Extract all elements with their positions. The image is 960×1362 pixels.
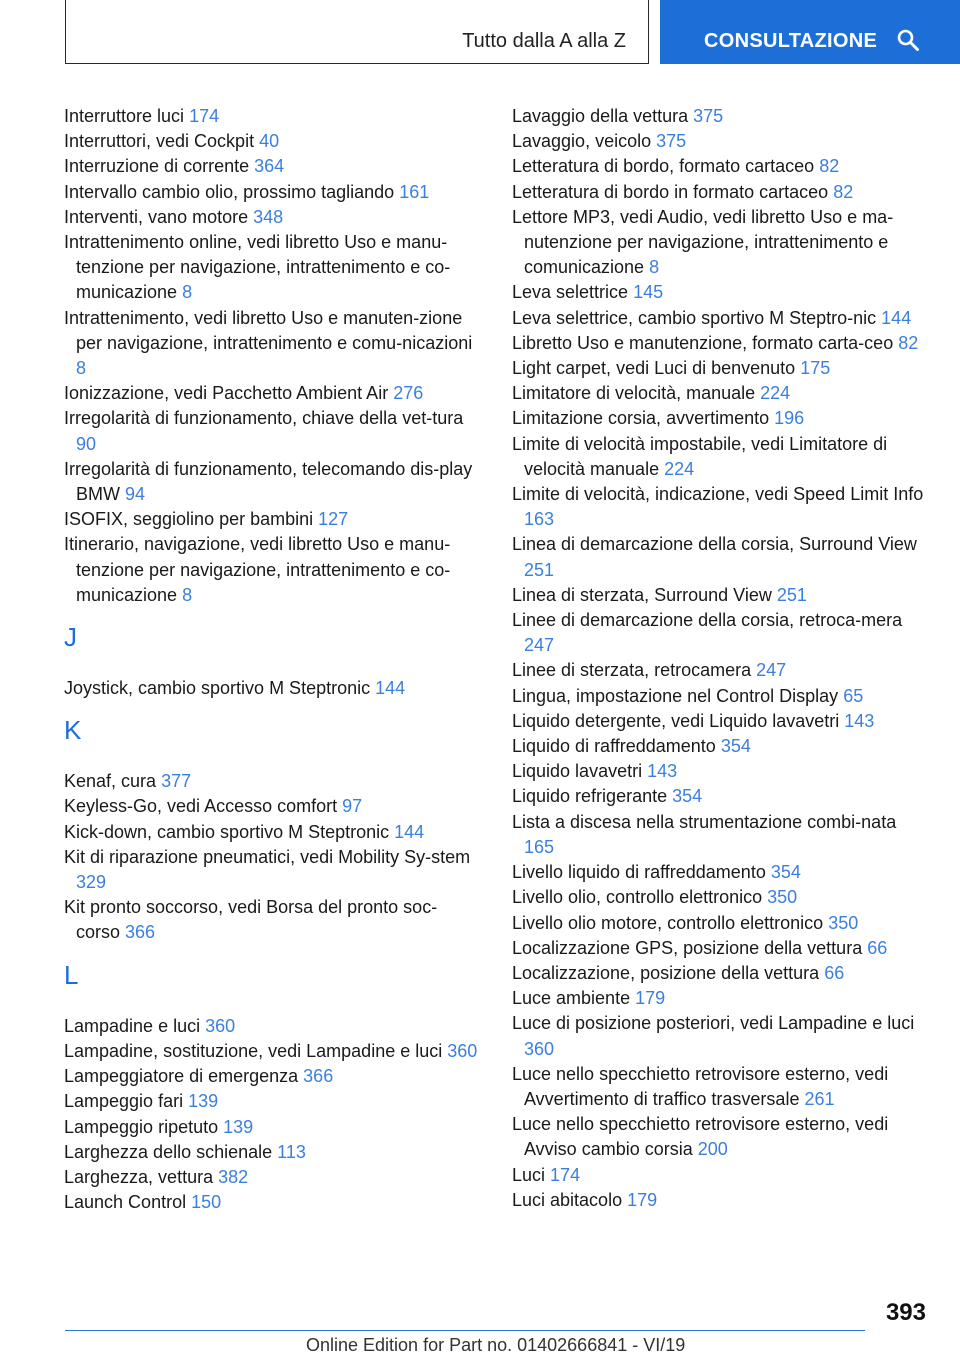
index-column-left: [64, 104, 478, 1215]
header-chapter-title: CONSULTAZIONE: [704, 30, 878, 52]
index-entry-text: Kenaf, cura: [64, 771, 157, 792]
index-entry-text: Luce ambiente: [512, 988, 631, 1009]
page-reference-link[interactable]: 350: [767, 887, 798, 908]
index-entry-text: Intrattenimento, vedi libretto Uso e manuten-zione per navigazione, intrattenimento e comu-nicazioni: [64, 307, 473, 353]
index-entry: [512, 986, 926, 1011]
index-entry-text: Lavaggio, veicolo: [512, 131, 652, 152]
index-entry-text: Intervallo cambio olio, prossimo tagliando: [64, 181, 395, 202]
page-reference-link[interactable]: 82: [833, 181, 854, 202]
index-entry-text: Luci abitacolo: [512, 1189, 623, 1210]
index-entry-text: Letteratura di bordo in formato cartaceo: [512, 181, 829, 202]
index-entry: [512, 860, 926, 885]
page-reference-link[interactable]: 66: [867, 937, 888, 958]
page-reference-link[interactable]: 113: [277, 1141, 306, 1162]
page-reference-link[interactable]: 163: [524, 509, 555, 530]
page-reference-link[interactable]: 161: [399, 181, 430, 202]
index-entry: [64, 1039, 478, 1064]
index-letter-heading: K: [64, 715, 82, 746]
index-entry-text: Limite di velocità impostabile, vedi Limitatore di velocità manuale: [512, 433, 888, 479]
index-entry: [64, 154, 478, 179]
index-entry: [512, 658, 926, 683]
index-entry: [64, 381, 478, 406]
index-entry-text: Leva selettrice: [512, 282, 629, 303]
page-reference-link[interactable]: 97: [342, 796, 363, 817]
page-reference-link[interactable]: 251: [776, 584, 807, 605]
index-entry-text: Linea di demarcazione della corsia, Surround View: [512, 534, 917, 555]
index-entry-text: ISOFIX, seggiolino per bambini: [64, 509, 314, 530]
index-entry-text: Ionizzazione, vedi Pacchetto Ambient Air: [64, 383, 389, 404]
index-entry: [512, 583, 926, 608]
index-entry: [512, 608, 926, 658]
page-reference-link[interactable]: 143: [844, 710, 875, 731]
page-reference-link[interactable]: 360: [524, 1038, 555, 1059]
index-entry: [512, 1011, 926, 1061]
index-entry: [64, 205, 478, 230]
index-entry-text: Kit di riparazione pneumatici, vedi Mobility Sy-stem: [64, 846, 471, 867]
index-entry-text: Lampeggio fari: [64, 1091, 184, 1112]
index-entry-text: Kick-down, cambio sportivo M Steptronic: [64, 821, 390, 842]
index-entry-text: Luce di posizione posteriori, vedi Lampadine e luci: [512, 1013, 915, 1034]
index-entry-text: Lampadine e luci: [64, 1015, 201, 1036]
page-reference-link[interactable]: 174: [189, 106, 220, 126]
index-entry-text: Luce nello specchietto retrovisore esterno, vedi Avviso cambio corsia: [512, 1114, 889, 1160]
index-entry-text: Lampadine, sostituzione, vedi Lampadine e luci: [64, 1040, 443, 1061]
index-entry: [64, 457, 478, 507]
index-entry-text: Liquido detergente, vedi Liquido lavavetri: [512, 710, 840, 731]
index-entry-text: Lingua, impostazione nel Control Display: [512, 685, 839, 706]
index-entry-text: Limitazione corsia, avvertimento: [512, 408, 770, 429]
index-entry-text: Limite di velocità, indicazione, vedi Speed Limit Info: [512, 484, 924, 505]
index-entry: [512, 406, 926, 431]
index-entry: [64, 1115, 478, 1140]
page-reference-link[interactable]: 179: [635, 988, 666, 1009]
index-entry-text: Keyless-Go, vedi Accesso comfort: [64, 796, 338, 817]
index-entry: [512, 381, 926, 406]
index-entry-text: Liquido lavavetri: [512, 761, 643, 782]
search-icon[interactable]: [896, 28, 920, 52]
page-reference-link[interactable]: 144: [394, 821, 425, 842]
index-entry: [64, 129, 478, 154]
page-reference-link[interactable]: 174: [550, 1164, 581, 1185]
index-entry: [512, 356, 926, 381]
index-entry: [512, 280, 926, 305]
page-reference-link[interactable]: 375: [693, 106, 724, 126]
page-reference-link[interactable]: 350: [828, 912, 859, 933]
page-reference-link[interactable]: 382: [218, 1166, 249, 1187]
index-entry-text: Lampeggio ripetuto: [64, 1116, 219, 1137]
index-entry-text: Irregolarità di funzionamento, telecomando dis-play BMW: [64, 458, 473, 505]
page-reference-link[interactable]: 224: [760, 383, 791, 404]
page-reference-link[interactable]: 139: [223, 1116, 254, 1137]
page-reference-link[interactable]: 200: [697, 1139, 728, 1160]
page-reference-link[interactable]: 224: [664, 458, 695, 479]
footer-divider: [65, 1330, 865, 1331]
page-reference-link[interactable]: 139: [188, 1091, 219, 1112]
index-entry-text: Interruzione di corrente: [64, 156, 250, 177]
index-entry-text: Interruttore luci: [64, 106, 185, 126]
index-entry: [64, 1089, 478, 1114]
index-entry: [512, 936, 926, 961]
page-reference-link[interactable]: 247: [524, 635, 555, 656]
index-column-right: [512, 104, 926, 1213]
page-reference-link[interactable]: 40: [259, 131, 280, 152]
index-entry-text: Interruttori, vedi Cockpit: [64, 131, 255, 152]
index-entry-text: Limitatore di velocità, manuale: [512, 383, 756, 404]
header-section-title: Tutto dalla A alla Z: [462, 30, 626, 52]
index-entry: [64, 676, 478, 701]
index-entry-text: Linee di demarcazione della corsia, retroca-mera: [512, 610, 903, 631]
page-reference-link[interactable]: 82: [819, 156, 840, 177]
index-entry-text: Lavaggio della vettura: [512, 106, 689, 126]
page-reference-link[interactable]: 276: [393, 383, 424, 404]
index-entry-text: Liquido refrigerante: [512, 786, 668, 807]
page-reference-link[interactable]: 354: [770, 862, 801, 883]
index-entry-text: Livello liquido di raffreddamento: [512, 862, 766, 883]
index-entry-text: Livello olio motore, controllo elettronico: [512, 912, 824, 933]
page-reference-link[interactable]: 90: [76, 433, 97, 454]
index-entry: [512, 734, 926, 759]
page-reference-link[interactable]: 360: [447, 1040, 478, 1061]
index-entry: [64, 895, 478, 945]
index-entry-text: Linee di sterzata, retrocamera: [512, 660, 752, 681]
index-entry-text: Linea di sterzata, Surround View: [512, 584, 772, 605]
page-reference-link[interactable]: 375: [656, 131, 687, 152]
page-reference-link[interactable]: 179: [627, 1189, 658, 1210]
page-reference-link[interactable]: 144: [881, 307, 912, 328]
page-reference-link[interactable]: 261: [804, 1088, 835, 1109]
index-letter-heading: J: [64, 622, 77, 653]
index-entry: [512, 205, 926, 281]
page-reference-link[interactable]: 175: [800, 358, 831, 379]
index-entry: [64, 306, 478, 382]
index-entry: [512, 129, 926, 154]
index-entry: [512, 961, 926, 986]
page-reference-link[interactable]: 145: [633, 282, 664, 303]
page-reference-link[interactable]: 354: [672, 786, 703, 807]
index-entry: [512, 759, 926, 784]
index-entry-text: Livello olio, controllo elettronico: [512, 887, 763, 908]
page-reference-link[interactable]: 354: [720, 736, 751, 757]
index-entry: [64, 507, 478, 532]
index-entry: [64, 820, 478, 845]
page-reference-link[interactable]: 366: [125, 922, 156, 943]
letter-spacer: [64, 990, 478, 1014]
index-entry: [512, 1188, 926, 1213]
index-entry: [512, 104, 926, 129]
index-entry-text: Lettore MP3, vedi Audio, vedi libretto Uso e ma-nutenzione per navigazione, intrattenimento e comunicazione: [512, 206, 894, 278]
page-reference-link[interactable]: 377: [161, 771, 192, 792]
index-entry-text: Irregolarità di funzionamento, chiave della vet-tura: [64, 408, 464, 429]
index-entry-text: Lista a discesa nella strumentazione combi-nata: [512, 811, 897, 832]
index-entry: [64, 406, 478, 456]
page-reference-link[interactable]: 196: [774, 408, 805, 429]
index-entry: [64, 794, 478, 819]
header-chapter-tab[interactable]: [660, 0, 960, 64]
index-entry-text: Launch Control: [64, 1192, 187, 1213]
header-section-box: [65, 0, 649, 64]
index-entry: [512, 684, 926, 709]
page-reference-link[interactable]: 150: [191, 1192, 222, 1213]
page-reference-link[interactable]: 364: [254, 156, 285, 177]
page-reference-link[interactable]: 360: [205, 1015, 236, 1036]
page-reference-link[interactable]: 66: [824, 962, 845, 983]
index-entry: [512, 1112, 926, 1162]
index-entry-text: Liquido di raffreddamento: [512, 736, 716, 757]
page-reference-link[interactable]: 165: [524, 836, 555, 857]
index-entry: [512, 885, 926, 910]
index-entry-text: Itinerario, navigazione, vedi libretto Uso e manu-tenzione per navigazione, intrattenimento e co-municazione: [64, 534, 451, 605]
page-reference-link[interactable]: 82: [898, 332, 919, 353]
page-reference-link[interactable]: 8: [649, 257, 660, 278]
page-reference-link[interactable]: 94: [125, 484, 146, 505]
index-entry-text: Larghezza, vettura: [64, 1166, 214, 1187]
index-entry: [64, 532, 478, 608]
index-entry-text: Intrattenimento online, vedi libretto Uso e manu-tenzione per navigazione, intrattenimento e co-municazione: [64, 232, 451, 303]
page-reference-link[interactable]: 8: [182, 282, 193, 303]
index-entry-text: Localizzazione, posizione della vettura: [512, 962, 820, 983]
index-entry: [512, 154, 926, 179]
page-reference-link[interactable]: 65: [843, 685, 864, 706]
index-entry: [512, 331, 926, 356]
index-entry: [64, 1140, 478, 1165]
index-entry: [64, 1014, 478, 1039]
index-entry-text: Localizzazione GPS, posizione della vettura: [512, 937, 863, 958]
index-entry: [64, 769, 478, 794]
index-entry: [512, 1163, 926, 1188]
footer-edition: Online Edition for Part no. 01402666841 - VI/19: [306, 1335, 686, 1355]
index-entry: [512, 532, 926, 582]
page-reference-link[interactable]: 251: [524, 559, 555, 580]
page-reference-link[interactable]: 8: [182, 584, 193, 605]
index-entry: [64, 1064, 478, 1089]
letter-spacer: [64, 652, 478, 676]
index-letter-heading: L: [64, 959, 79, 990]
index-entry-text: Luci: [512, 1164, 546, 1185]
index-entry: [512, 810, 926, 860]
index-entry: [512, 482, 926, 532]
index-entry-text: Luce nello specchietto retrovisore esterno, vedi Avvertimento di traffico trasversale: [512, 1063, 889, 1109]
index-entry: [512, 911, 926, 936]
index-entry: [512, 1062, 926, 1112]
index-entry: [64, 180, 478, 205]
page-reference-link[interactable]: 144: [375, 678, 406, 699]
index-entry-text: Leva selettrice, cambio sportivo M Steptro-nic: [512, 307, 877, 328]
index-entry: [512, 784, 926, 809]
page-reference-link[interactable]: 247: [756, 660, 787, 681]
index-entry-text: Joystick, cambio sportivo M Steptronic: [64, 678, 371, 699]
page-reference-link[interactable]: 143: [647, 761, 678, 782]
index-entry-text: Lampeggiatore di emergenza: [64, 1066, 299, 1087]
index-entry: [64, 230, 478, 306]
index-entry: [64, 1165, 478, 1190]
index-entry-text: Libretto Uso e manutenzione, formato carta-ceo: [512, 332, 894, 353]
index-entry-text: Interventi, vano motore: [64, 206, 249, 227]
page-reference-link[interactable]: 127: [318, 509, 349, 530]
page-reference-link[interactable]: 348: [253, 206, 284, 227]
page-number: 393: [885, 1299, 926, 1326]
index-entry: [512, 432, 926, 482]
page-reference-link[interactable]: 366: [303, 1066, 334, 1087]
index-entry: [64, 845, 478, 895]
index-entry-text: Light carpet, vedi Luci di benvenuto: [512, 358, 796, 379]
index-entry-text: Letteratura di bordo, formato cartaceo: [512, 156, 815, 177]
page-reference-link[interactable]: 8: [76, 358, 87, 379]
index-entry: [64, 104, 478, 129]
letter-spacer: [64, 745, 478, 769]
index-entry: [64, 1190, 478, 1215]
index-entry-text: Larghezza dello schienale: [64, 1141, 273, 1162]
page-reference-link[interactable]: 329: [76, 872, 107, 893]
index-entry: [512, 306, 926, 331]
index-entry: [512, 709, 926, 734]
index-entry: [512, 180, 926, 205]
index-entry-text: Kit pronto soccorso, vedi Borsa del pronto soc-corso: [64, 897, 438, 943]
